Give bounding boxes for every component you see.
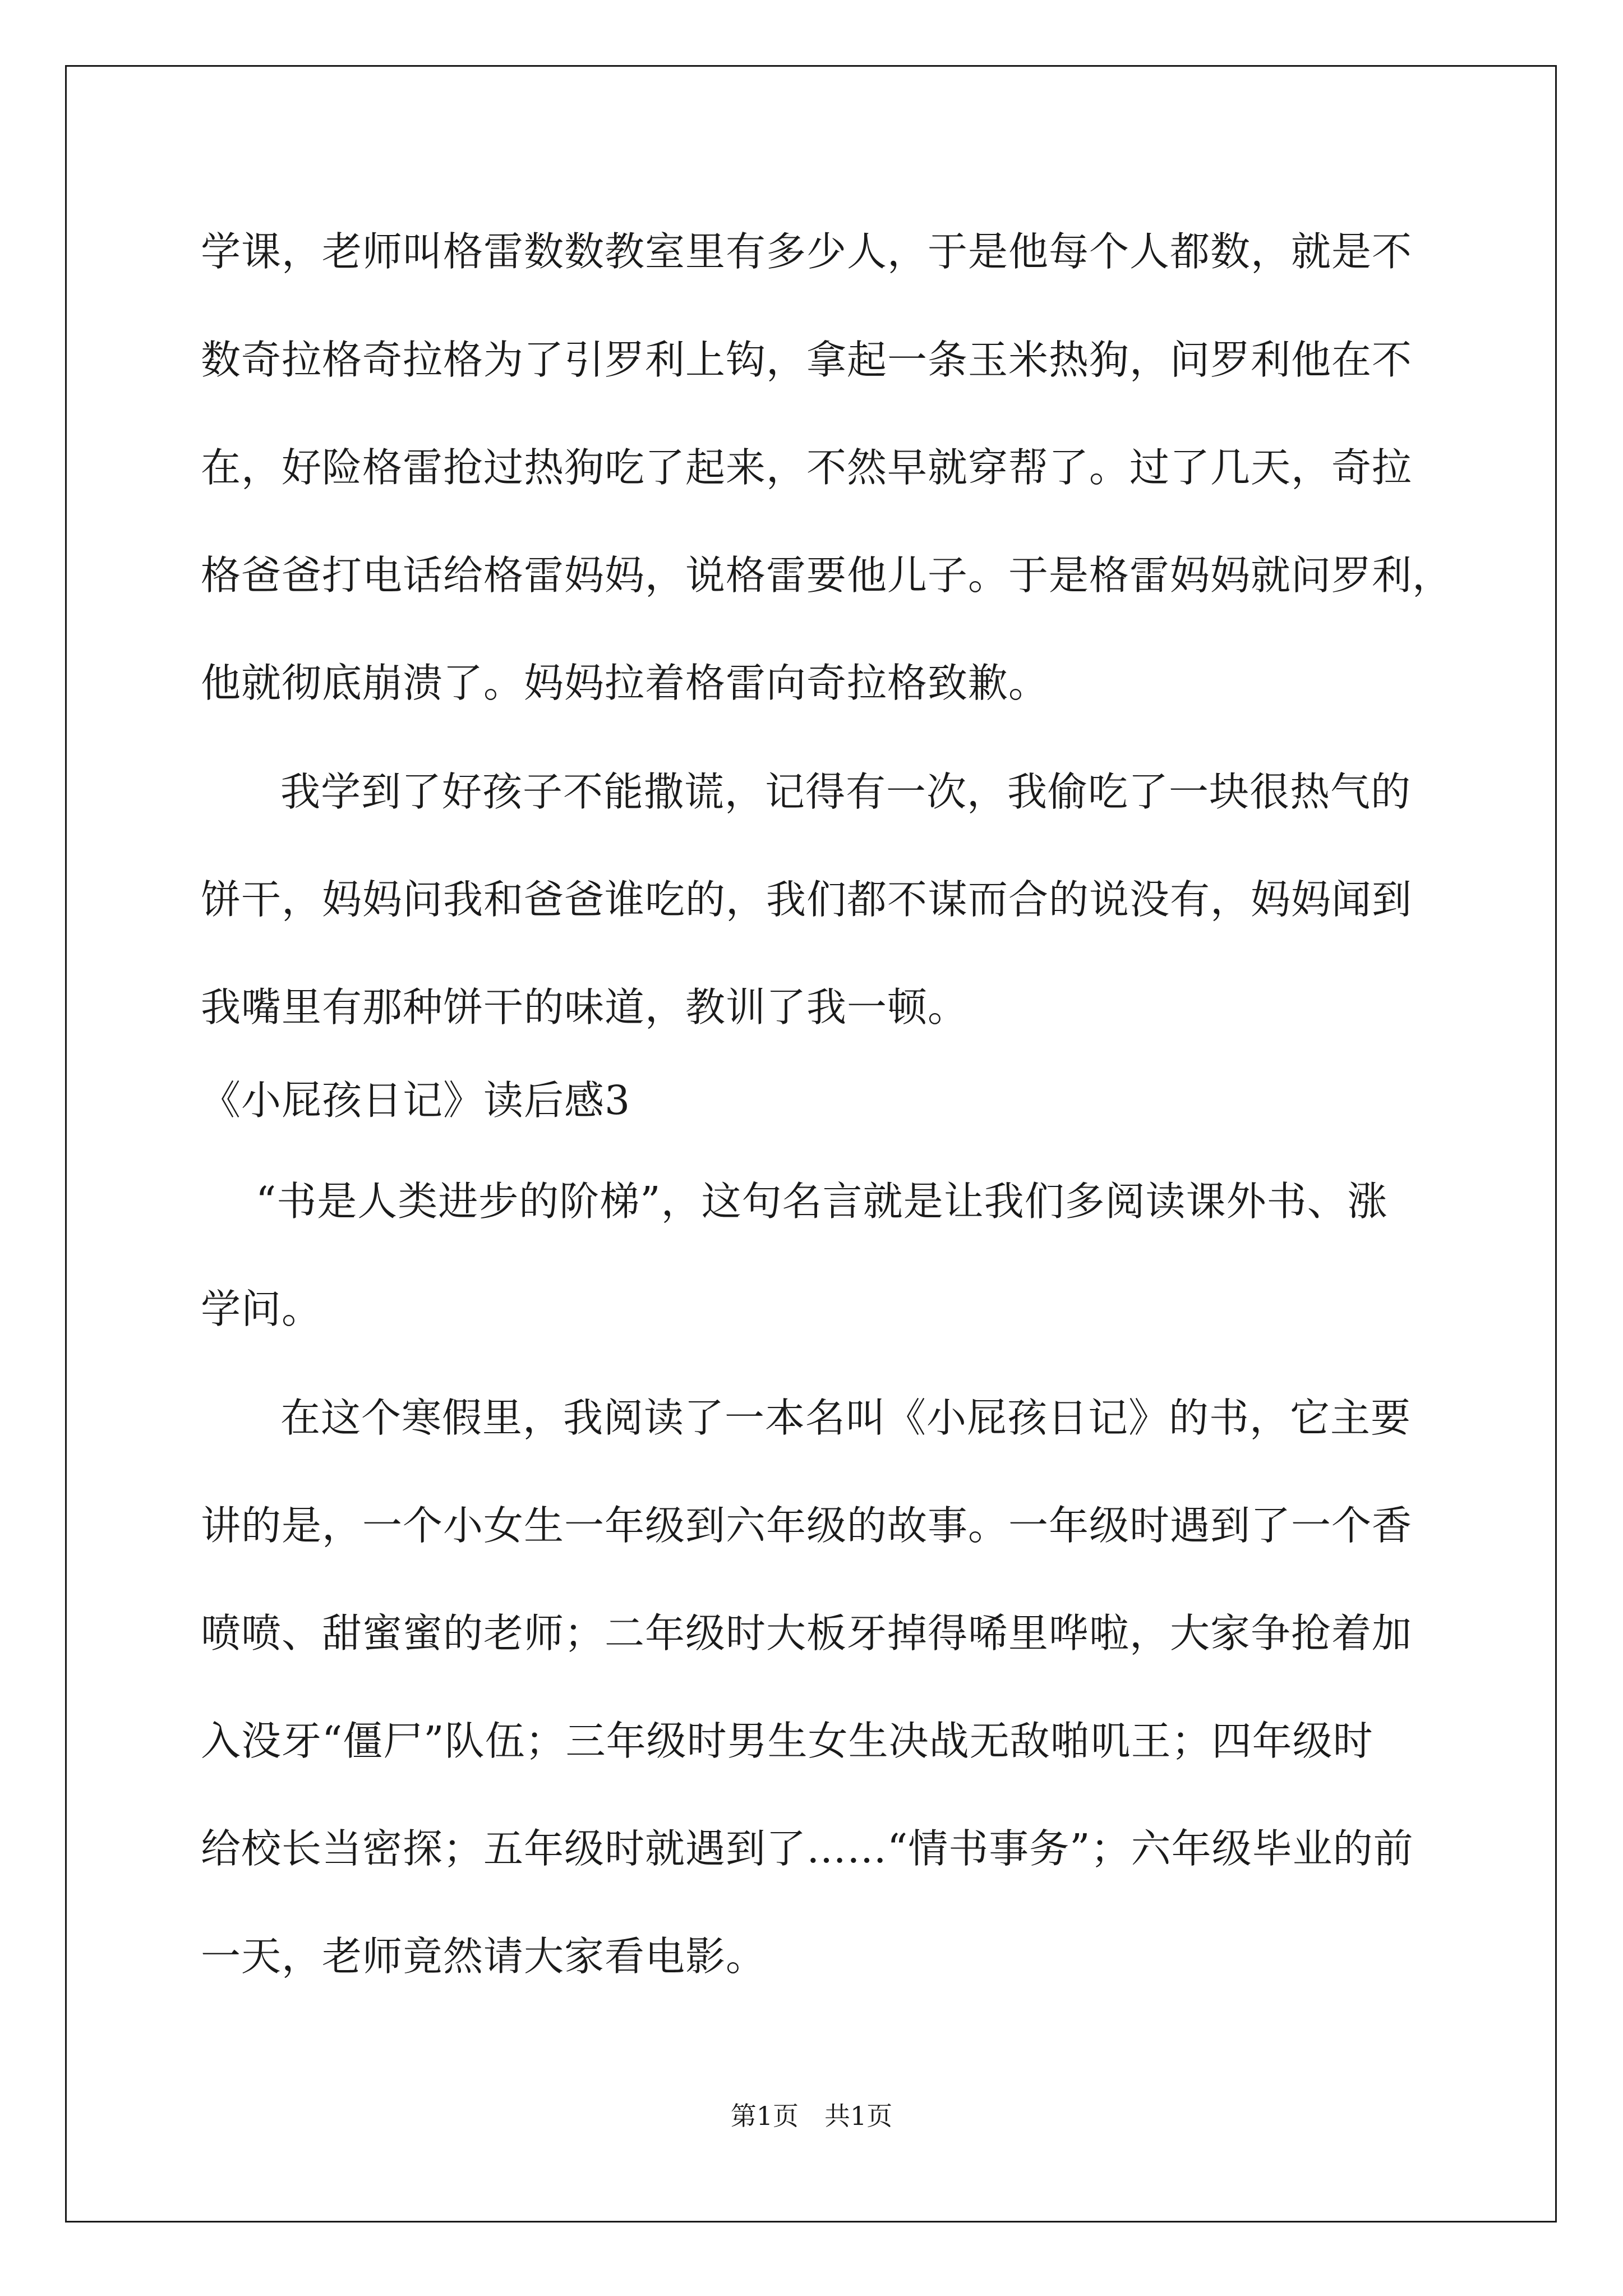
paragraph-line: 在，好险格雷抢过热狗吃了起来，不然早就穿帮了。过了几天，奇拉 <box>201 444 1413 491</box>
paragraph-line: 学课，老师叫格雷数数教室里有多少人，于是他每个人都数，就是不 <box>201 228 1413 275</box>
paragraph-line: 学问。 <box>201 1286 322 1332</box>
page-number-current: 第1页 <box>730 2101 799 2131</box>
paragraph-line: 他就彻底崩溃了。妈妈拉着格雷向奇拉格致歉。 <box>201 660 1049 706</box>
section-heading: 《小屁孩日记》读后感3 <box>201 1077 631 1124</box>
page-number-total: 共1页 <box>824 2101 893 2131</box>
page-footer <box>0 2099 1623 2133</box>
page-border <box>65 65 1557 2223</box>
paragraph-line: 一天，老师竟然请大家看电影。 <box>201 1933 767 1980</box>
paragraph-line: 我嘴里有那种饼干的味道，教训了我一顿。 <box>201 984 969 1030</box>
paragraph-line: 给校长当密探；五年级时就遇到了……“情书事务”；六年级毕业的前 <box>201 1825 1414 1872</box>
paragraph-line: “书是人类进步的阶梯”，这句名言就是让我们多阅读课外书、涨 <box>256 1178 1388 1225</box>
paragraph-line: 讲的是，一个小女生一年级到六年级的故事。一年级时遇到了一个香 <box>201 1502 1413 1549</box>
paragraph-line: 饼干，妈妈问我和爸爸谁吃的，我们都不谋而合的说没有，妈妈闻到 <box>201 876 1413 923</box>
paragraph-line: 入没牙“僵尸”队伍；三年级时男生女生决战无敌啪叽王；四年级时 <box>201 1718 1373 1764</box>
paragraph-line: 在这个寒假里，我阅读了一本名叫《小屁孩日记》的书，它主要 <box>280 1395 1412 1441</box>
paragraph-line: 我学到了好孩子不能撒谎，记得有一次，我偷吃了一块很热气的 <box>280 769 1412 815</box>
paragraph-line: 喷喷、甜蜜蜜的老师；二年级时大板牙掉得唏里哗啦，大家争抢着加 <box>201 1610 1413 1657</box>
paragraph-line: 数奇拉格奇拉格为了引罗利上钩，拿起一条玉米热狗，问罗利他在不 <box>201 337 1413 383</box>
paragraph-line: 格爸爸打电话给格雷妈妈，说格雷要他儿子。于是格雷妈妈就问罗利， <box>201 552 1453 599</box>
